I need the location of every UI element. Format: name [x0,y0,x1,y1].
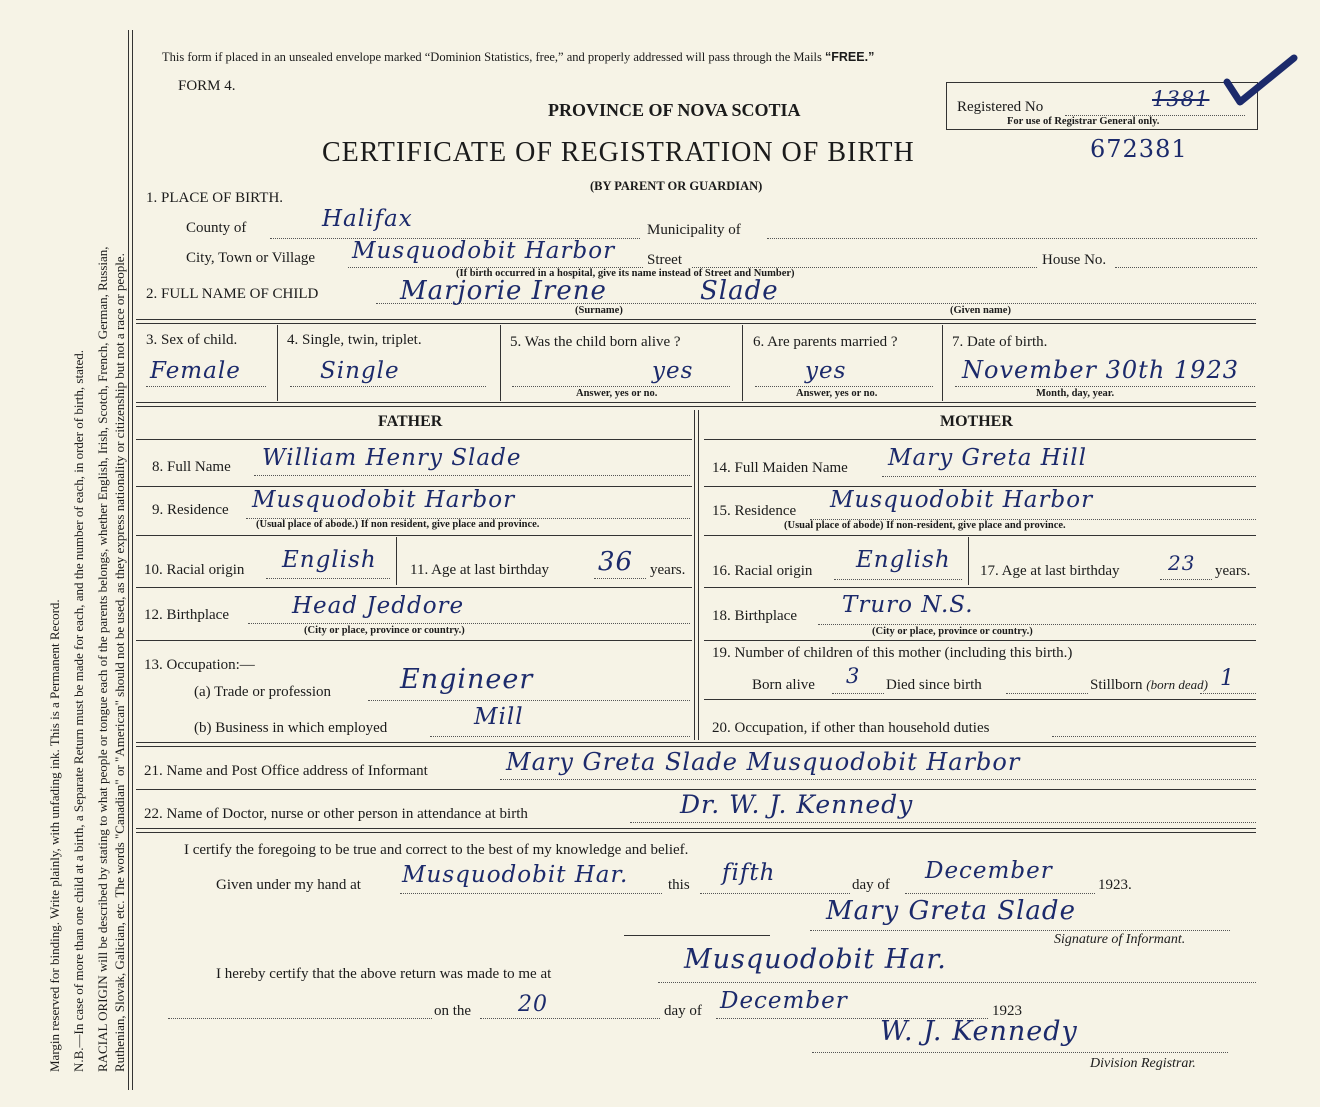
father-name-label: 8. Full Name [152,459,231,475]
mother-age-value: 23 [1168,551,1196,575]
hospital-note: (If birth occurred in a hospital, give its name instead of Street and Number) [456,268,795,279]
on-the-label: on the [434,1003,472,1019]
date-of-birth-value: November 30th 1923 [962,356,1239,384]
margin-note-binding: Margin reserved for binding. Write plainly, with unfading ink. This is a Permanent Record. [47,599,62,1072]
certify-statement: I certify the foregoing to be true and correct to the best of my knowledge and belief. [184,842,689,858]
father-birthplace-label: 12. Birthplace [144,607,229,623]
born-alive-label: 5. Was the child born alive ? [510,334,681,350]
certificate-title: CERTIFICATE OF REGISTRATION OF BIRTH [322,137,915,168]
registered-number-box [946,82,1258,130]
parents-married-label: 6. Are parents married ? [753,334,898,350]
province-title: PROVINCE OF NOVA SCOTIA [548,100,801,120]
doctor-value: Dr. W. J. Kennedy [680,790,914,819]
registered-number-value: 1381 [1152,87,1210,111]
house-number-label: House No. [1042,252,1107,268]
informant-label: 21. Name and Post Office address of Informant [144,763,428,779]
child-given-name: Marjorie Irene [400,276,607,306]
father-age-label: 11. Age at last birthday [410,562,549,578]
born-alive-note: Answer, yes or no. [576,388,658,399]
surname-note: (Surname) [575,305,623,316]
father-racial-origin-value: English [282,547,377,573]
mother-name-value: Mary Greta Hill [888,445,1087,471]
registered-number-note: For use of Registrar General only. [1007,116,1160,127]
form-number: FORM 4. [178,78,236,94]
given-year: 1923. [1098,877,1132,893]
father-birthplace-note: (City or place, province or country.) [304,625,465,636]
father-years-label: years. [650,562,686,578]
certificate-number: 672381 [1090,135,1188,163]
born-alive-value: yes [652,358,694,384]
born-alive-count-value: 3 [846,664,861,688]
given-at-place: Musquodobit Har. [402,862,629,888]
mother-residence-label: 15. Residence [712,503,797,519]
given-month: December [925,858,1053,884]
father-occupation-label: 13. Occupation:— [144,657,255,673]
father-business-label: (b) Business in which employed [194,720,388,736]
mother-racial-origin-value: English [856,547,951,573]
born-alive-count-label: Born alive [752,677,815,693]
plurality-value: Single [320,358,400,384]
mother-birthplace-note: (City or place, province or country.) [872,626,1033,637]
father-business-value: Mill [474,704,524,730]
child-name-label: 2. FULL NAME OF CHILD [146,286,319,302]
registrar-signature: W. J. Kennedy [880,1016,1078,1047]
mother-heading: MOTHER [940,413,1013,430]
father-residence-value: Musquodobit Harbor [252,487,516,513]
mother-residence-value: Musquodobit Harbor [830,487,1094,513]
street-label: Street [647,252,682,268]
father-name-value: William Henry Slade [262,445,522,471]
mother-racial-origin-label: 16. Racial origin [712,563,813,579]
mail-notice: This form if placed in an unsealed envelope marked “Dominion Statistics, free,” and properly addressed will pass through the Mails “FREE.” [162,50,875,64]
child-surname: Slade [700,276,779,306]
father-residence-label: 9. Residence [152,502,229,518]
parents-married-note: Answer, yes or no. [796,388,878,399]
father-birthplace-value: Head Jeddore [292,593,465,619]
informant-signature-label: Signature of Informant. [1054,932,1186,947]
registration-month: December [720,988,848,1014]
city-value: Musquodobit Harbor [352,238,616,264]
county-label: County of [186,220,247,236]
place-of-birth-heading: 1. PLACE OF BIRTH. [146,190,284,206]
mother-birthplace-value: Truro N.S. [842,592,974,618]
given-name-note: (Given name) [950,305,1011,316]
sex-value: Female [150,358,241,384]
binding-margin-rule [128,30,133,1090]
municipality-label: Municipality of [647,222,741,238]
mother-occupation-label: 20. Occupation, if other than household duties [712,720,990,736]
informant-value: Mary Greta Slade Musquodobit Harbor [506,748,1021,776]
registrar-statement: I hereby certify that the above return was made to me at [216,966,552,982]
date-of-birth-label: 7. Date of birth. [952,334,1048,350]
parent-column-divider [694,410,699,740]
father-heading: FATHER [378,413,443,430]
mother-birthplace-label: 18. Birthplace [712,608,797,624]
margin-note-multiple-births: N.B.—In case of more than one child at a birth, a Separate Return must be made for each, and the number of each, in order of birth, stated. [71,350,86,1072]
sex-label: 3. Sex of child. [146,332,238,348]
mother-residence-note: (Usual place of abode) If non-resident, give place and province. [784,520,1066,531]
mother-years-label: years. [1215,563,1251,579]
father-trade-label: (a) Trade or profession [194,684,332,700]
stillborn-label: Stillborn (born dead) [1090,677,1209,693]
father-age-value: 36 [598,547,634,577]
day-of-label: day of [852,877,890,893]
registered-number-label: Registered No [957,99,1044,115]
registration-year: 1923 [992,1003,1022,1019]
stillborn-value: 1 [1220,666,1235,691]
given-day: fifth [722,860,776,886]
certificate-subtitle: (BY PARENT OR GUARDIAN) [590,179,763,193]
margin-note-racial-origin-cont: Ruthenian, Slovak, Galician, etc. The words "Canadian" or "American" should not be used, as they express nationality or citizenship but not a race or people. [112,253,127,1072]
city-label: City, Town or Village [186,250,316,266]
check-mark-icon [1222,52,1302,112]
mother-age-label: 17. Age at last birthday [980,563,1120,579]
county-value: Halifax [322,206,413,232]
registration-day: 20 [518,992,548,1017]
registrar-place: Musquodobit Har. [684,944,947,975]
parents-married-value: yes [805,358,847,384]
registrar-signature-label: Division Registrar. [1090,1056,1196,1071]
informant-signature: Mary Greta Slade [826,896,1076,926]
margin-note-racial-origin: RACIAL ORIGIN will be described by stating to what people or tongue each of the parents belongs, whether English, Irish, Scotch, French, German, Russian, [95,246,110,1072]
given-at-label: Given under my hand at [216,877,361,893]
father-residence-note: (Usual place of abode.) If non resident, give place and province. [256,519,540,530]
father-racial-origin-label: 10. Racial origin [144,562,245,578]
registration-day-of-label: day of [664,1003,702,1019]
father-trade-value: Engineer [400,664,534,695]
plurality-label: 4. Single, twin, triplet. [287,332,422,348]
doctor-label: 22. Name of Doctor, nurse or other person in attendance at birth [144,806,528,822]
died-since-birth-label: Died since birth [886,677,982,693]
children-count-label: 19. Number of children of this mother (including this birth.) [712,645,1073,661]
date-of-birth-note: Month, day, year. [1036,388,1115,399]
section-divider [136,319,1256,324]
mother-name-label: 14. Full Maiden Name [712,460,848,476]
this-label: this [668,877,690,893]
